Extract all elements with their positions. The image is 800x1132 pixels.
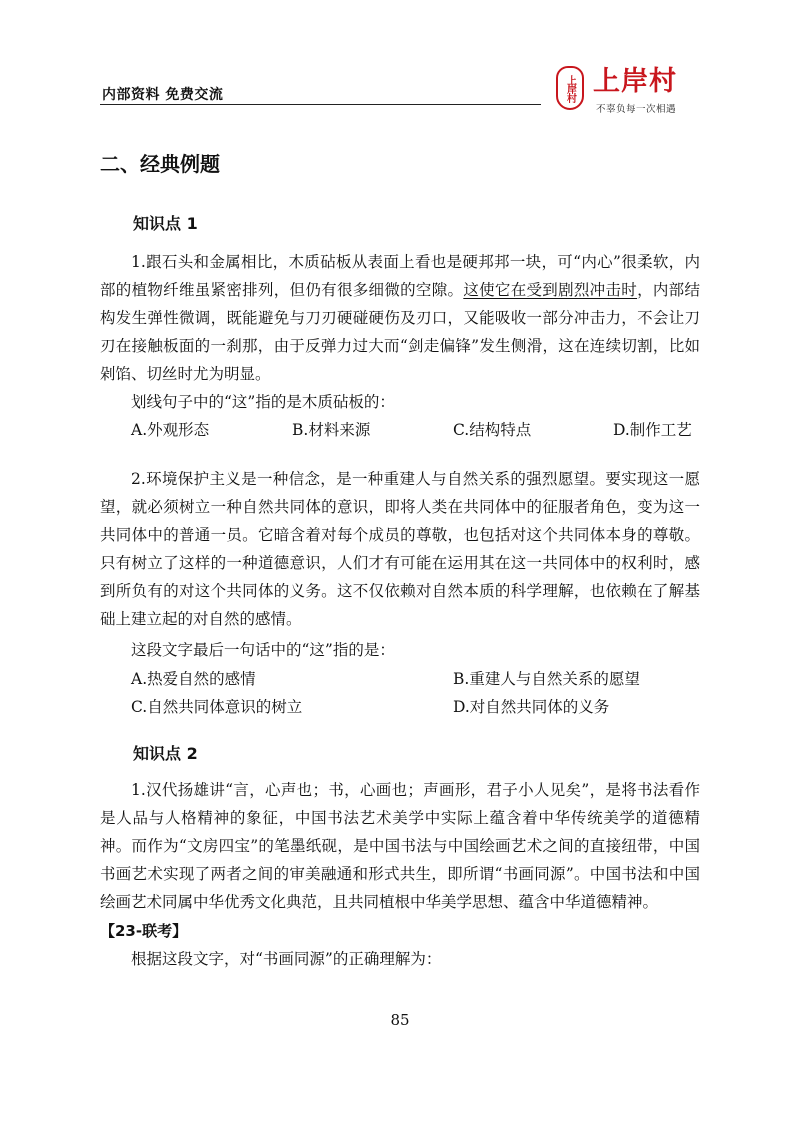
- kp1-q2-option-a[interactable]: A.热爱自然的感情: [131, 670, 256, 688]
- logo-slogan: 不辜负每一次相遇: [596, 104, 677, 115]
- kp1-q1-option-a[interactable]: A.外观形态: [131, 421, 210, 439]
- kp1-q2-stem: 这段文字最后一句话中的“这”指的是：: [131, 641, 395, 659]
- kp1-q1-option-d[interactable]: D.制作工艺: [613, 421, 692, 439]
- kp1-q2-option-c[interactable]: C.自然共同体意识的树立: [131, 698, 303, 716]
- kp1-q2-option-b[interactable]: B.重建人与自然关系的愿望: [453, 670, 640, 688]
- kp1-q1-option-c[interactable]: C.结构特点: [453, 421, 532, 439]
- kp1-q2-passage: 2.环境保护主义是一种信念，是一种重建人与自然关系的强烈愿望。要实现这一愿望，就必须树立一种自然共同体的意识，即将人类在共同体中的征服者角色，变为这一共同体中的普通一员。它暗含着对每个成员的尊敬，也包括对这个共同体本身的尊敬。只有树立了这样的一种道德意识，人们才有可能在运用其在这一共同体中的权利时，感到所负有的对这个共同体的义务。这不仅依赖对自然本质的科学理解，也依赖在了解基础上建立起的对自然的感情。: [100, 470, 700, 628]
- kp1-q1-text-before: 1.跟石头和金属相比，木质砧板从表面上看也是硬邦邦一块，可“内心”很柔软，内部的植物纤维虽紧密排列，但仍有很多细微的空隙。: [100, 253, 700, 299]
- knowledge-point-1-title: 知识点 1: [133, 214, 198, 233]
- kp1-q1-text-after: ，内部结构发生弹性微调，既能避免与刀刃硬碰硬伤及刃口，又能吸收一部分冲击力，不会让刀刃在接触板面的一刹那，由于反弹力过大而“剑走偏锋”发生侧滑，这在连续切割，比如剁馅、切丝时尤为明显。: [100, 281, 700, 383]
- kp1-q1-passage: [100, 248, 700, 388]
- logo-seal-text: 上岸村: [564, 74, 576, 102]
- kp2-q1-stem: 根据这段文字，对“书画同源”的正确理解为：: [131, 950, 442, 968]
- knowledge-point-2-title: 知识点 2: [133, 744, 198, 763]
- page-number: 85: [390, 1011, 410, 1029]
- kp1-q1-option-b[interactable]: B.材料来源: [292, 421, 371, 439]
- logo-name: 上岸村: [593, 66, 677, 97]
- kp2-q1-source-tag: 【23-联考】: [100, 922, 188, 940]
- kp1-q1-underlined-sentence: 这使它在受到剧烈冲击时: [463, 281, 638, 299]
- kp1-q1-stem: 划线句子中的“这”指的是木质砧板的：: [131, 393, 395, 411]
- section-title: 二、经典例题: [100, 152, 220, 176]
- logo-seal-icon: [556, 66, 584, 110]
- kp1-q2-option-d[interactable]: D.对自然共同体的义务: [453, 698, 610, 716]
- header-label: 内部资料 免费交流: [102, 87, 224, 103]
- header-rule: [100, 104, 541, 105]
- kp2-q1-passage: 1.汉代扬雄讲“言，心声也；书，心画也；声画形，君子小人见矣”，是将书法看作是人品与人格精神的象征，中国书法艺术美学中实际上蕴含着中华传统美学的道德精神。而作为“文房四宝”的笔墨纸砚，是中国书法与中国绘画艺术之间的直接纽带，中国书画艺术实现了两者之间的审美融通和形式共生，即所谓“书画同源”。中国书法和中国绘画艺术同属中华优秀文化典范，且共同植根中华美学思想、蕴含中华道德精神。: [100, 781, 700, 911]
